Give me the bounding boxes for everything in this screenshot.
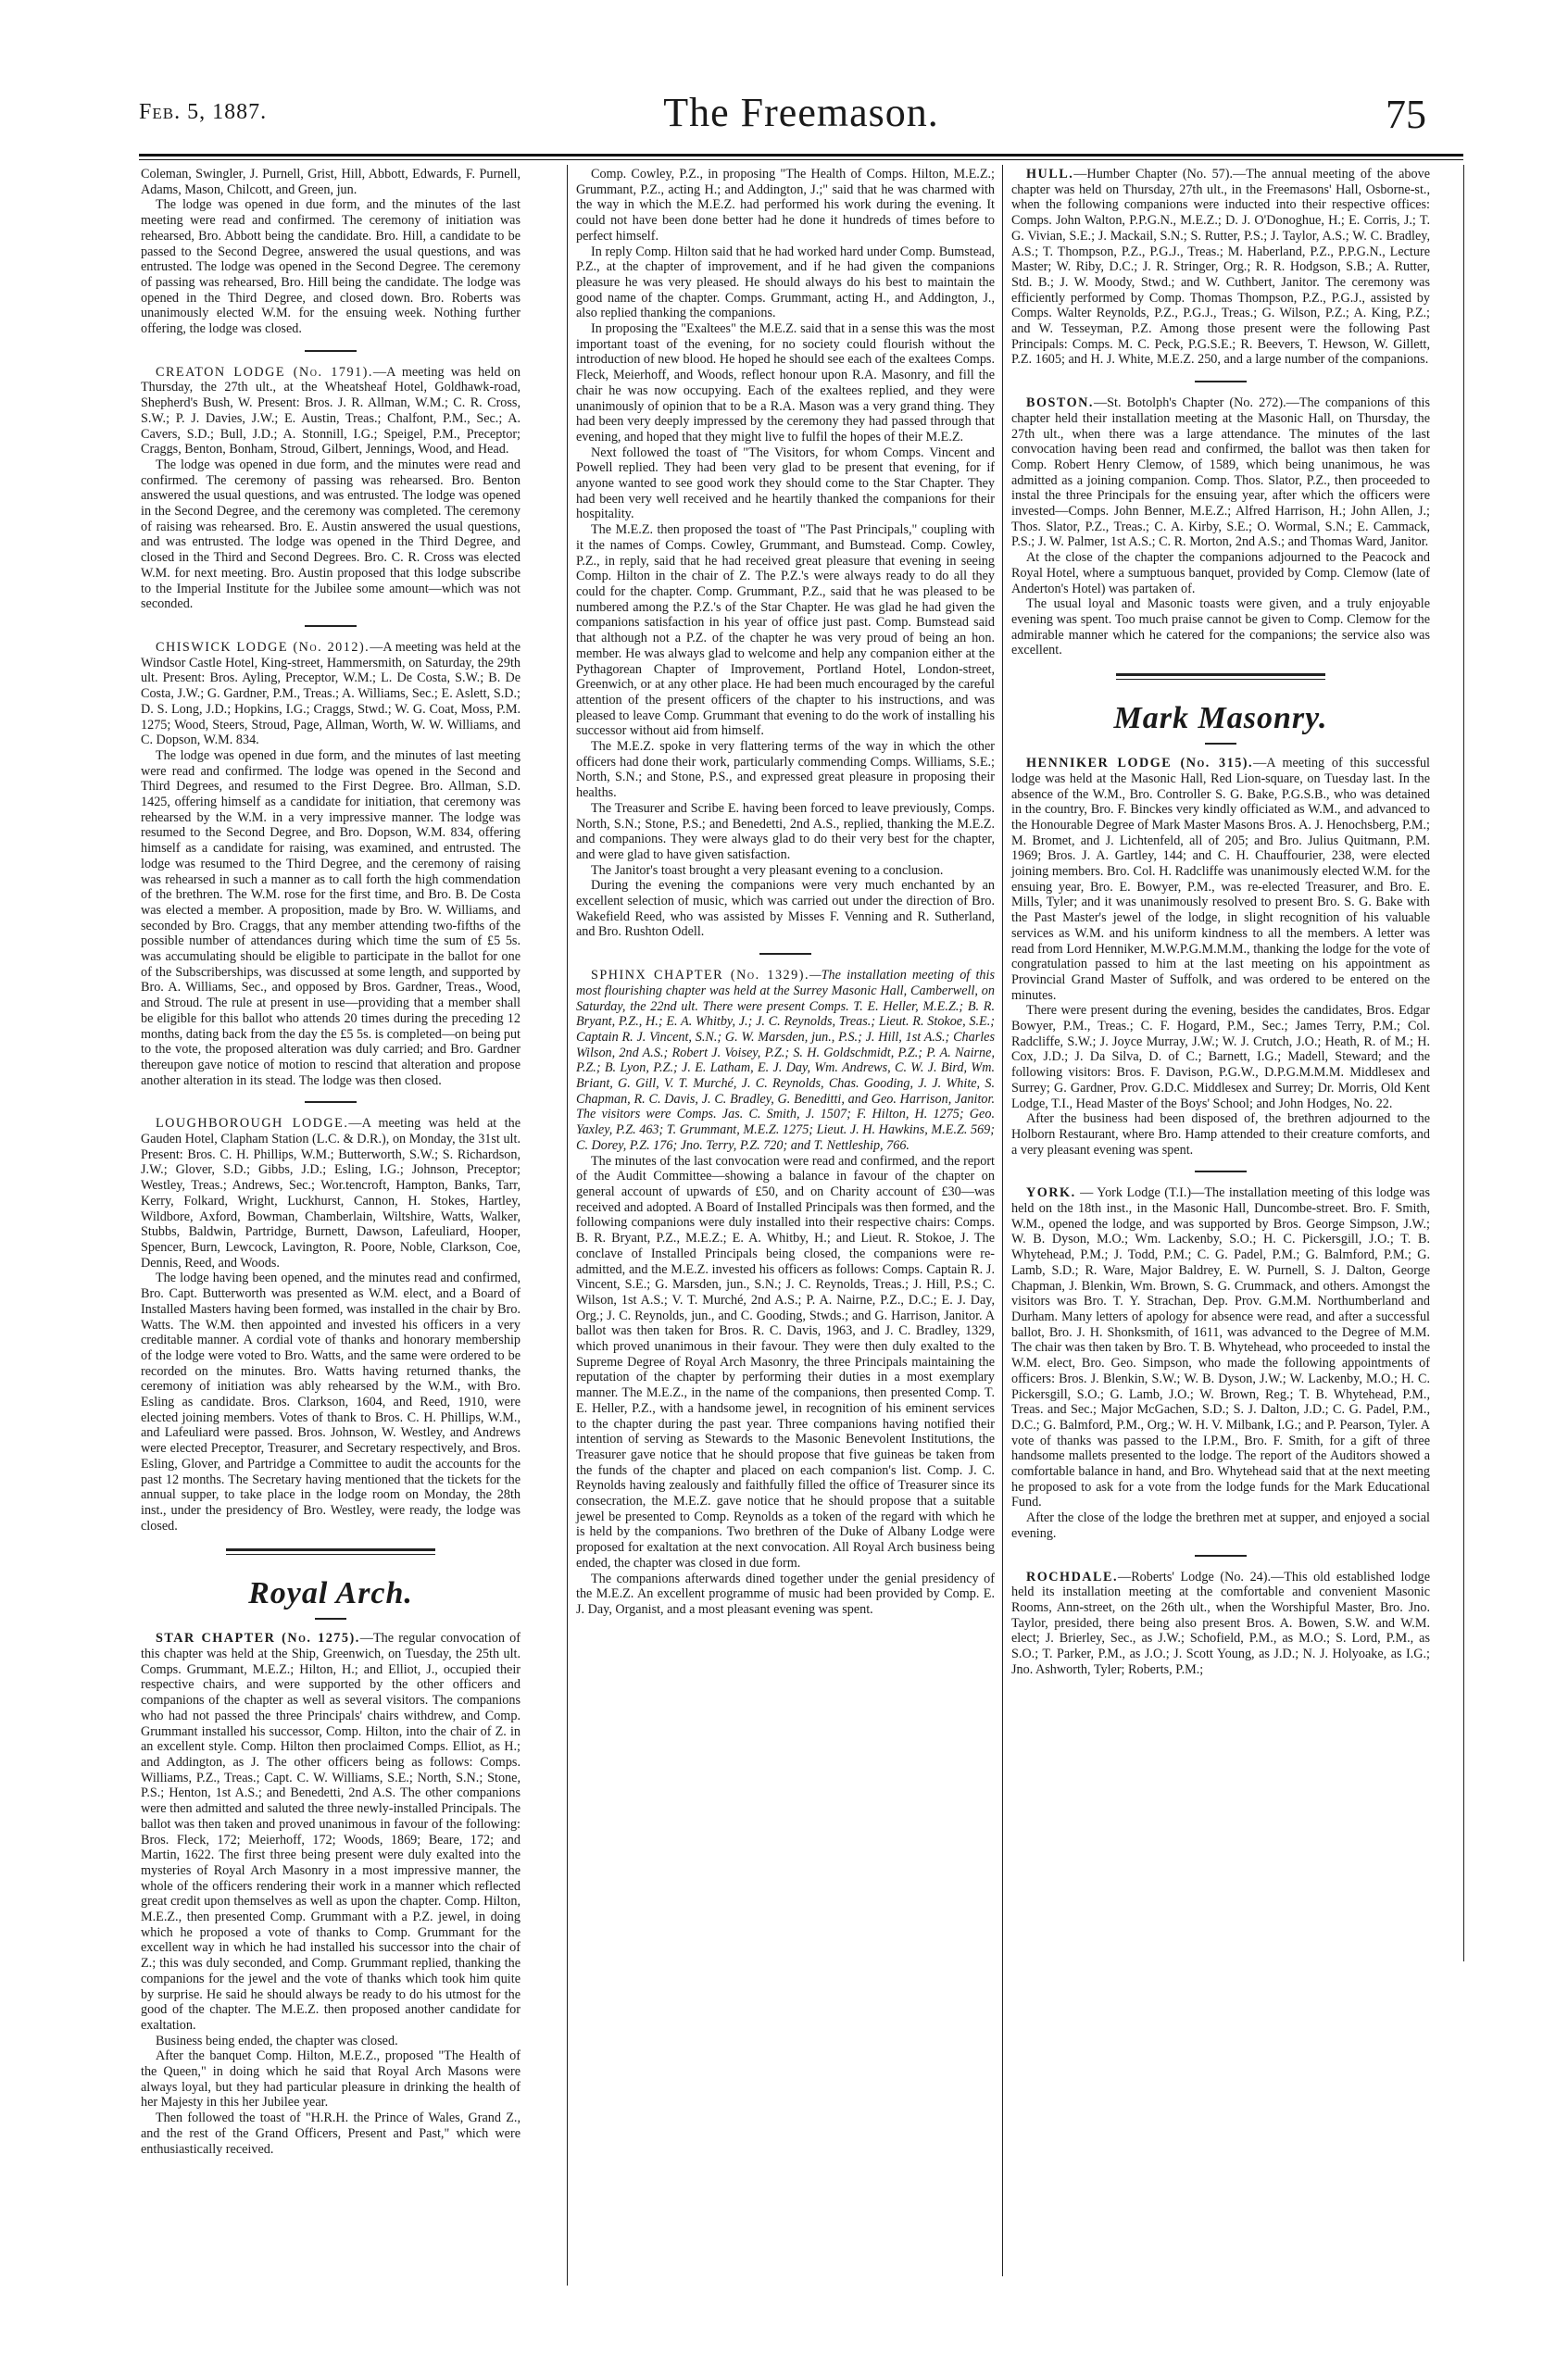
article-paragraph: The minutes of the last convocation were read and confirmed, and the report of the Audit Committee—showing a balance in favour of the chapter on general account of upwards of £50, and on Charity account of £30—was received and adopted. A Board of Installed Principals was then formed, and the following companions were duly installed into their respective chairs: Comps. B. R. Bryant, P.Z., M.E.Z.; E. A. Whitby, H.; and Lieut. R. Stokoe, J. The conclave of Installed Principals being closed, the companions were re-admitted, and the M.E.Z. invested his officers as follows: Comps. Captain R. J. Vincent, S.E.; G. Marsden, jun., S.N.; J. C. Reynolds, Treas.; J. Hill, P.S.; C. Wilson, 1st A.S.; V. T. Murché, 2nd A.S.; P. A. Nairne, P.Z., D.C.; E. J. Day, Org.; J. C. Reynolds, jun., and C. Gooding, Stwds.; and G. Harrison, Janitor. A ballot was then taken for Bros. R. C. Davis, 1963, and J. C. Bradley, 1329, which proved unanimous in their favour. They were then duly exalted to the Supreme Degree of Royal Arch Masonry, the three Principals maintaining the reputation of the chapter by performing their duties in a most exemplary manner. The M.E.Z., in the name of the companions, then presented Comp. T. E. Heller, P.Z., with a handsome jewel, in recognition of his eminent services to the chapter during the past year. Three companions having notified their intention of serving as Stewards to the Masonic Benevolent Institutions, the Treasurer gave notice that he should propose that five guineas be taken from the funds of the chapter and placed on each companion's list. Comp. J. C. Reynolds having zealously and faithfully filled the office of Treasurer since its consecration, the M.E.Z. gave notice that he should propose that a suitable jewel be presented to Comp. Reynolds as a token of the regard with which he is held by the companions. Two brethren of the Duke of Albany Lodge were proposed for exaltation at the next convocation. All Royal Arch business being ended, the chapter was closed in due form. [576,1153,995,1571]
article-subheading: —Humber Chapter (No. 57). [1073,167,1234,182]
article-heading: HENNIKER LODGE (No. 315). [1026,756,1254,771]
column-2 [576,167,995,1618]
article-boston: BOSTON.—St. Botolph's Chapter (No. 272).—The companions of this chapter held their installation meeting at the Masonic Hall, on Thursday, the 27th ult., when there was a large attendance. The minutes of the last convocation having been read and confirmed, the ballot was then taken for Comp. Robert Henry Clemow, of 1589, which being unanimous, he was admitted as a joining companion. Comp. Thos. Slator, P.Z., then proceeded to instal the three Principals for the ensuing year, after which the officers were invested—Comps. John Benner, M.E.Z.; Alfred Harrison, H.; John Allen, J.; Thos. Slator, P.Z., Treas.; C. A. Kirby, S.E.; O. Wormal, S.N.; E. Cammack, P.S.; J. W. Palmer, 1st A.S.; C. R. Morton, 2nd A.S.; and Thomas Ward, Janitor. [1011,395,1430,550]
article-heading: BOSTON. [1026,395,1094,411]
article-paragraph: After the banquet Comp. Hilton, M.E.Z., proposed "The Health of the Queen," in doing which he said that Royal Arch Masons were always loyal, but they had particular pleasure in drinking the health of her Majesty in this her Jubilee year. [141,2048,521,2111]
masthead-rule-thin [139,159,1463,160]
article-henniker-lodge: HENNIKER LODGE (No. 315).—A meeting of this successful lodge was held at the Masonic Hall, Red Lion-square, on Tuesday last. In the absence of the W.M., Bro. Controller S. G. Bake, P.G.S.B., who was detained in the country, Bro. F. Binckes very kindly officiated as W.M., and advanced to the Honourable Degree of Mark Master Masons Bros. A. J. Henochsberg, P.M.; M. Bromet, and J. Lichtenfeld, all of 205; and Bro. Julius Quitmann, P.M. 1969; Bros. J. A. Gartley, 144; and C. H. Chauffourier, 238, were elected joining members. Bro. Col. H. Radcliffe was unanimously elected W.M. for the ensuing year, Bro. E. Bowyer, P.M., was re-elected Treasurer, and Bro. E. Mills, Tyler; and it was unanimously resolved to present Bro. S. G. Bake with the Past Master's jewel of the lodge, in slight recognition of his valuable services as W.M. and his uniform kindness to all the members. A letter was read from Lord Henniker, M.W.P.G.M.M.M., thanking the lodge for the vote of congratulation passed to him at the last meeting on his appointment as Provincial Grand Master of Suffolk, and was ordered to be entered on the minutes. [1011,756,1430,1003]
masthead-rule [139,154,1463,157]
section-separator [315,1618,346,1620]
section-double-rule [226,1548,435,1555]
article-subheading: — York Lodge (T.I.) [1075,1185,1192,1201]
article-heading: HULL. [1026,167,1074,182]
section-title-royal-arch: Royal Arch. [248,1576,413,1611]
article-paragraph: After the business had been disposed of, the brethren adjourned to the Holborn Restaurant, where Bro. Hamp attended to their creature comforts, and a very pleasant evening was spent. [1011,1111,1430,1158]
article-separator [759,953,811,955]
article-paragraph: Next followed the toast of "The Visitors, for whom Comps. Vincent and Powell replied. They had been very glad to be present that evening, for if anyone wanted to see good work they should come to the Star Chapter. They had been very well received and he heartily thanked the companions for their hospitality. [576,445,995,522]
article-paragraph: After the close of the lodge the brethren met at supper, and enjoyed a social evening. [1011,1510,1430,1541]
article-paragraph: Then followed the toast of "H.R.H. the Prince of Wales, Grand Z., and the rest of the Grand Officers, Present and Past," which were enthusiastically received. [141,2111,521,2157]
article-paragraph: In reply Comp. Hilton said that he had worked hard under Comp. Bumstead, P.Z., at the chapter of improvement, and if he had given the companions pleasure he was very pleased. He should always do his best to maintain the good name of the chapter. Comps. Grummant, acting H., and Addington, J., also replied thanking the companions. [576,244,995,321]
article-sphinx-chapter: SPHINX CHAPTER (No. 1329).—The installation meeting of this most flourishing chapter was held at the Surrey Masonic Hall, Camberwell, on Saturday, the 22nd ult. There were present Comps. T. E. Heller, M.E.Z.; B. R. Bryant, P.Z., H.; E. A. Whitby, J.; J. C. Reynolds, Treas.; Lieut. R. Stokoe, S.E.; Captain R. J. Vincent, S.N.; G. W. Marsden, jun., P.S.; J. Hill, 1st A.S.; Charles Wilson, 2nd A.S.; Robert J. Voisey, P.Z.; S. H. Goldschmidt, P.Z.; P. A. Nairne, P.Z.; B. Lyon, P.Z.; J. E. Latham, E. J. Day, Wm. Andrews, C. W. J. Bird, Wm. Briant, G. Gill, V. T. Murché, J. C. Reynolds, Chas. Gooding, J. J. White, S. Chapman, R. C. Davis, J. C. Bradley, G. Beneditti, and Geo. Harrison, Janitor. The visitors were Comps. Jas. C. Smith, J. 1507; F. Hilton, H. 1275; Geo. Yaxley, P.Z. 463; T. Grummant, M.E.Z. 1275; Lieut. J. H. Hawkins, M.E.Z. 569; C. Dorey, P.Z. 176; Jno. Terry, P.Z. 720; and T. Nettleship, 766. [576,968,995,1153]
article-separator [1195,381,1247,382]
article-paragraph: There were present during the evening, besides the candidates, Bros. Edgar Bowyer, P.M., Treas.; C. F. Hogard, P.M., Sec.; James Terry, P.M.; Col. Radcliffe, S.W.; J. Joyce Murray, J.W.; W. J. Crutch, J.O.; Heath, R. of M.; H. Cox, J.D.; J. Da Silva, D. of C.; Barnett, I.G.; Madell, Steward; and the following visitors: Bros. F. Davison, P.G.W., D.P.G.M.M.M. Middlesex and Surrey; G. Gardner, Prov. G.D.C. Middlesex and Surrey; Dr. Morris, Old Kent Lodge, T.I., Head Master of the Boys' School; and John Hodges, No. 22. [1011,1003,1430,1111]
page-number: 75 [1386,92,1426,137]
article-paragraph: At the close of the chapter the companions adjourned to the Peacock and Royal Hotel, where a sumptuous banquet, provided by Comp. Clemow (late of Anderton's Hotel) was partaken of. [1011,550,1430,596]
article-heading: YORK. [1026,1185,1076,1201]
newspaper-title: The Freemason. [663,90,939,135]
article-separator [305,625,357,627]
article-paragraph: The lodge was opened in due form, and the minutes of last meeting were read and confirmed. The lodge was opened in the Second and Third Degrees, and resumed to the First Degree. Bro. Allman, S.D. 1425, offering himself as a candidate for initiation, that ceremony was rehearsed by the W.M. in a very impressive manner. The lodge was resumed to the Second Degree, and Bro. Dopson, W.M. 834, offering himself as a candidate for raising, was examined, and entrusted. The lodge was resumed to the Third Degree, and the ceremony of raising was rehearsed in such a manner as to call forth the high commendation of the brethren. The W.M. rose for the first time, and Bro. B. De Costa was elected a member. A proposition, made by Bro. W. Williams, and seconded by Bro. Craggs, that any member attending two-fifths of the possible number of attendances during which time the sum of £5 5s. was accumulating should be eligible to participate in the ballot for one of the Subscriberships, was discussed at some length, and supported by Bro. A. Williams, Sec., and opposed by Bros. Gardner, Treas., Wood, and Stroud. The rule at present in use—providing that a member shall be eligible for this ballot who attends 20 times during the preceding 12 months, dating back from the day the £5 5s. is completed—on being put to the vote, the proposed alteration was duly carried; and Bro. Gardner thereupon gave notice of motion to rescind that alteration and propose another alteration in its stead. The lodge was then closed. [141,747,521,1088]
article-heading: CREATON LODGE (No. 1791). [156,364,373,380]
column-divider [1463,165,1464,1961]
article-heading: STAR CHAPTER (No. 1275). [156,1631,360,1647]
masthead [139,89,1463,135]
article-heading: CHISWICK LODGE (No. 2012). [156,639,370,655]
article-separator [1195,1171,1247,1172]
article-loughborough-lodge: LOUGHBOROUGH LODGE.—A meeting was held at the Gauden Hotel, Clapham Station (L.C. & D.R.), on Monday, the 31st ult. Present: Bros. C. H. Phillips, W.M.; Butterworth, S.W.; S. Richardson, J.W.; Glover, S.D.; Gibbs, J.D.; Esling, I.G.; Johnson, Preceptor; Westley, Treas.; Andrews, Sec.; Wor.tencroft, Hampton, Banks, Tarr, Kerry, Folkard, Wright, Luckhurst, Cannon, H. Stokes, Hartley, Wildbore, Axford, Bowman, Chamberlain, Wiltshire, Watts, Walker, Stubbs, Baldwin, Partridge, Burnett, Dawson, Lafeuliard, Hooper, Spencer, Burn, Lewcock, Lavington, R. Poore, Noble, Clarkson, Coe, Dennis, Reed, and Woods. [141,1116,521,1271]
article-paragraph: The lodge was opened in due form, and the minutes of the last meeting were read and confirmed. The ceremony of initiation was rehearsed, Bro. Abbott being the candidate. Bro. Hill, a candidate to be passed to the Second Degree, answered the usual questions, and was entrusted. The lodge was opened in the Second Degree. The ceremony of passing was rehearsed, Bro. Hill being the candidate. The lodge was opened in the Third Degree, and closed down. Bro. Roberts was unanimously elected W.M. for the ensuing week. Nothing further offering, the lodge was closed. [141,197,521,337]
article-paragraph: The companions afterwards dined together under the genial presidency of the M.E.Z. An excellent programme of music had been provided by Comp. E. J. Day, Organist, and a most pleasant evening was spent. [576,1571,995,1617]
article-heading: ROCHDALE. [1026,1569,1119,1585]
article-york: YORK. — York Lodge (T.I.)—The installation meeting of this lodge was held on the 18th inst., in the Masonic Hall, Duncombe-street. Bro. F. Smith, W.M., opened the lodge, and was supported by Bros. George Simpson, J.W.; W. B. Dyson, M.O.; Wm. Lackenby, S.O.; H. C. Pickersgill, J.O.; T. B. Whytehead, P.M.; J. Todd, P.M.; C. G. Padel, P.M.; G. Balmford, P.M.; G. Lamb, S.D.; R. Ware, Major Baldrey, E. W. Purnell, S. J. Dalton, George Chapman, J. Blenkin, Wm. Brown, S. G. Crummack, and others. Amongst the visitors was Bro. T. Y. Strachan, Dep. Prov. G.M.M. Northumberland and Durham. Many letters of apology for absence were read, and after a successful ballot, Bro. J. H. Shonksmith, of 1611, was advanced to the Degree of M.M. The chair was then taken by Bro. T. B. Whytehead, who proceeded to instal the W.M. elect, Bro. Geo. Simpson, who made the following appointments of officers: Bros. J. Blenkin, S.W.; W. B. Dyson, J.W.; W. Lackenby, M.O.; H. C. Pickersgill, S.O.; G. Lamb, J.O.; W. Brown, Reg.; T. B. Whytehead, P.M., Treas. and Sec.; Major McGachen, S.D.; S. J. Dalton, J.D.; C. G. Padel, P.M., D.C.; G. Balmford, P.M., Org.; W. H. V. Milbank, I.G.; and P. Pearson, Tyler. A vote of thanks was passed to the I.P.M., Bro. F. Smith, for a gift of three handsome mallets presented to the lodge. The report of the Auditors showed a comfortable balance in hand, and Bro. Whytehead said that at the next meeting he proposed to ask for a vote from the lodge funds for the Mark Educational Fund. [1011,1185,1430,1510]
issue-date: Feb. 5, 1887. [139,100,268,124]
article-paragraph: The M.E.Z. spoke in very flattering terms of the way in which the other officers had done their work, particularly commending Comps. Williams, S.E.; North, S.N.; and Stone, P.S., and expressed great pleasure in proposing their healths. [576,739,995,801]
article-paragraph: Business being ended, the chapter was closed. [156,2033,398,2048]
article-paragraph: The Treasurer and Scribe E. having been forced to leave previously, Comps. North, S.N.; Stone, P.S.; and Benedetti, 2nd A.S., replied, thanking the M.E.Z. and companions. They were always glad to do their very best for the chapter, and were glad to have given satisfaction. [576,800,995,862]
article-paragraph: The M.E.Z. then proposed the toast of "The Past Principals," coupling with it the names of Comps. Cowley, Grummant, and Bumstead. Comp. Cowley, P.Z., in reply, said that he had received great pleasure that evening in seeing Comp. Hilton in the chair of Z. The P.Z.'s were always ready to do all they could for the chapter. Comp. Grummant, P.Z., said that he was pleased to be numbered among the P.Z.'s of the Star Chapter. He was glad he had given the companions satisfaction in his year of office just past. Comp. Bumstead said that although not a P.Z. of the chapter he was very proud of being an hon. member. He was always glad to welcome and help any companion either at the Pythagorean Chapter of Improvement, Portland Hotel, London-street, Greenwich, or at any other place. He had been much encouraged by the careful attention of the present officers of the chapter to his instructions, and was pleased to leave Comp. Grummant that evening to do the work of installing his successor without aid from himself. [576,522,995,739]
column-divider [567,165,568,2286]
article-paragraph: The lodge having been opened, and the minutes read and confirmed, Bro. Capt. Butterworth was presented as W.M. elect, and a Board of Installed Masters having been formed, was installed in the chair by Bro. Watts. The W.M. then appointed and invested his officers in a very creditable manner. A cordial vote of thanks and honorary membership of the lodge were voted to Bro. Watts, and the same were ordered to be recorded on the minutes. Bro. Watts having returned thanks, the ceremony of initiation was ably rehearsed by the W.M., with Bro. Esling as candidate. Bros. Clarkson, 1604, and Reed, 1910, were elected joining members. Votes of thank to Bros. C. H. Phillips, W.M., and Lafeuliard were passed. Bros. Johnson, W. Westley, and Andrews were elected Preceptor, Treasurer, and Secretary respectively, and Bros. Esling, Glover, and Partridge a Committee to audit the accounts for the past 12 months. The Secretary having mentioned that the tickets for the annual supper, to take place in the lodge room on Monday, the 28th inst., under the presidency of Bro. Westley, were ready, the lodge was closed. [141,1271,521,1534]
article-chiswick-lodge: CHISWICK LODGE (No. 2012).—A meeting was held at the Windsor Castle Hotel, King-street, Hammersmith, on Saturday, the 29th ult. Present: Bros. Ayling, Preceptor, W.M.; L. De Costa, S.W.; B. De Costa, J.W.; G. Gardner, P.M., Treas.; A. Williams, Sec.; E. Aslett, S.D.; D. S. Long, J.D.; Hopkins, I.G.; Craggs, Stwd.; W. G. Coat, Moss, P.M. 1275; Wood, Steers, Stroud, Page, Allman, Worth, W. W. Williams, and C. Dopson, W.M. 834. [141,639,521,748]
article-subheading: —Roberts' Lodge (No. 24). [1118,1569,1272,1585]
article-heading: SPHINX CHAPTER (No. 1329). [591,968,810,983]
article-paragraph: During the evening the companions were very much enchanted by an excellent selection of music, which was carried out under the direction of Bro. Wakefield Reed, who was assisted by Misses F. Venning and R. Sutherland, and Bro. Rushton Odell. [576,878,995,940]
article-paragraph: The lodge was opened in due form, and the minutes were read and confirmed. The ceremony of passing was rehearsed. Bro. Benton answered the usual questions, and was entrusted. The lodge was opened in the Second Degree, and the ceremony was completed. The ceremony of raising was rehearsed. Bro. E. Austin answered the usual questions, and was entrusted. The lodge was opened in the Third Degree, and closed in the Third and Second Degrees. Bro. C. R. Cross was elected W.M. for next meeting. Bro. Austin proposed that this lodge subscribe to the Imperial Institute for the Jubilee some amount—which was not seconded. [141,457,521,612]
article-paragraph: Comp. Cowley, P.Z., in proposing "The Health of Comps. Hilton, M.E.Z.; Grummant, P.Z., acting H.; and Addington, J.;" said that he was charmed with the way in which the M.E.Z. had performed his work during the evening. It could not have been done better had he done it hundreds of times before to perfect himself. [576,167,995,244]
article-subheading: —St. Botolph's Chapter (No. 272). [1093,395,1286,411]
article-paragraph: The Janitor's toast brought a very pleasant evening to a conclusion. [591,862,944,878]
section-separator [1205,743,1236,745]
section-title-mark-masonry: Mark Masonry. [1113,701,1328,736]
column-3 [1011,167,1430,1677]
article-creaton-lodge: CREATON LODGE (No. 1791).—A meeting was held on Thursday, the 27th ult., at the Wheatsheaf Hotel, Goldhawk-road, Shepherd's Bush, W. Present: Bros. J. R. Allman, W.M.; C. R. Cross, S.W.; P. J. Davies, J.W.; E. Austin, Treas.; Chalfont, P.M., Sec.; A. Cavers, S.D.; Bull, J.D.; A. Stonnill, I.G.; Speigel, P.M., Preceptor; Craggs, Benton, Bonham, Stroud, Gilbert, Jennings, Wood, and Head. [141,364,521,457]
column-1 [141,167,521,2157]
article-separator [1195,1555,1247,1557]
article-separator [305,350,357,352]
column-divider [1002,165,1003,2276]
article-heading: LOUGHBOROUGH LODGE. [156,1116,349,1132]
article-separator [305,1101,357,1103]
article-star-chapter: STAR CHAPTER (No. 1275).—The regular convocation of this chapter was held at the Ship, Greenwich, on Tuesday, the 25th ult. Comps. Grummant, M.E.Z.; Hilton, H.; and Elliot, J., occupied their respective chairs, and were supported by the other officers and companions of the chapter as well as several visitors. The companions who had not passed the three Principals' chairs withdrew, and Comp. Grummant installed his successor, Comp. Hilton, into the chair of Z. in an excellent style. Comp. Hilton then proclaimed Comps. Elliot, as H.; and Addington, as J. The other officers being as follows: Comps. Williams, P.Z., Treas.; Capt. C. W. Williams, S.E.; North, S.N.; Stone, P.S.; Henton, 1st A.S.; and Benedetti, 2nd A.S. The other companions were then admitted and saluted the three newly-installed Principals. The ballot was then taken and proved unanimous in favour of the following: Bros. Fleck, 172; Meierhoff, 172; Woods, 1869; Beare, 172; and Martin, 1622. The first three being present were duly exalted into the mysteries of Royal Arch Masonry in a most impressive manner, the whole of the officers rendering their work in a manner which reflected great credit upon themselves as well as upon the chapter. Comp. Hilton, M.E.Z., then presented Comp. Grummant with a P.Z. jewel, in doing which he proposed a vote of thanks to Comp. Grummant for the excellent way in which he had installed his successor into the chair of Z.; this was duly seconded, and Comp. Grummant replied, thanking the companions for the jewel and the vote of thanks which took him quite by surprise. He said he should always be ready to do his utmost for the good of the chapter. The M.E.Z. then proposed another candidate for exaltation. [141,1631,521,2033]
article-hull: HULL.—Humber Chapter (No. 57).—The annual meeting of the above chapter was held on Thursday, 27th ult., in the Freemasons' Hall, Osborne-st., when the following companions were inducted into their respective offices: Comps. John Walton, P.P.G.N., M.E.Z.; D. J. O'Donoghue, H.; E. Corris, J.; T. G. Vivian, S.E.; J. Mackail, S.N.; S. Rutter, P.S.; J. Taylor, A.S.; W. C. Bradley, A.S.; T. Thompson, P.Z., P.G.J., Treas.; M. Haberland, P.Z., P.P.G.N., Lecture Master; W. Riby, D.C.; J. R. Stringer, Org.; R. R. Hodgson, S.B.; A. Rutter, Std. B.; J. W. Moody, Stwd.; and W. Cuthbert, Janitor. The ceremony was efficiently performed by Comp. Thomas Thompson, P.Z., P.G.J., assisted by Comps. Walter Reynolds, P.Z., P.G.J., Treas.; G. Wilson, P.Z.; A. King, P.Z.; and W. Tesseyman, P.Z. Among those present were the following Past Principals: Comps. M. C. Peck, P.G.S.E.; R. Beevers, T. Hewson, W. Gillett, P.Z. 1605; and H. J. White, M.E.Z. 250, and a large number of the companions. [1011,167,1430,368]
article-paragraph: The usual loyal and Masonic toasts were given, and a truly enjoyable evening was spent. Too much praise cannot be given to Comp. Clemow for the admirable manner which he catered for the companions; the service also was excellent. [1011,596,1430,658]
article-rochdale: ROCHDALE.—Roberts' Lodge (No. 24).—This old established lodge held its installation meeting at the comfortable and convenient Masonic Rooms, Ann-street, on the 26th ult., when the Worshipful Master, Bro. Jno. Taylor, presided, there being also present Bros. A. Bowen, S.W. and W.M. elect; J. Brierley, Sec., as J.W.; Schofield, P.M., as M.O.; S. Lord, P.M., as S.O.; T. Parker, P.M., as J.O.; J. Scott Young, as J.D.; N. J. Holyoake, as I.G.; Jno. Ashworth, Tyler; Roberts, P.M.; [1011,1569,1430,1677]
article-paragraph: Coleman, Swingler, J. Purnell, Grist, Hill, Abbott, Edwards, F. Purnell, Adams, Mason, Chilcott, and Green, jun. [141,167,521,197]
article-paragraph: In proposing the "Exaltees" the M.E.Z. said that in a sense this was the most important toast of the evening, for no society could flourish without the introduction of new blood. He hoped he should see each of the exaltees Comps. Fleck, Meierhoff, and Woods, reflect honour upon R.A. Masonry, and fill the chair he was now occupying. Each of the exaltees replied, and they were unanimously of opinion that to be a R.A. Mason was a very grand thing. They had been very deeply impressed by the ceremony they had passed through that evening, and hoped that they might live to fulfil the hopes of their M.E.Z. [576,321,995,445]
section-double-rule [1116,673,1325,680]
